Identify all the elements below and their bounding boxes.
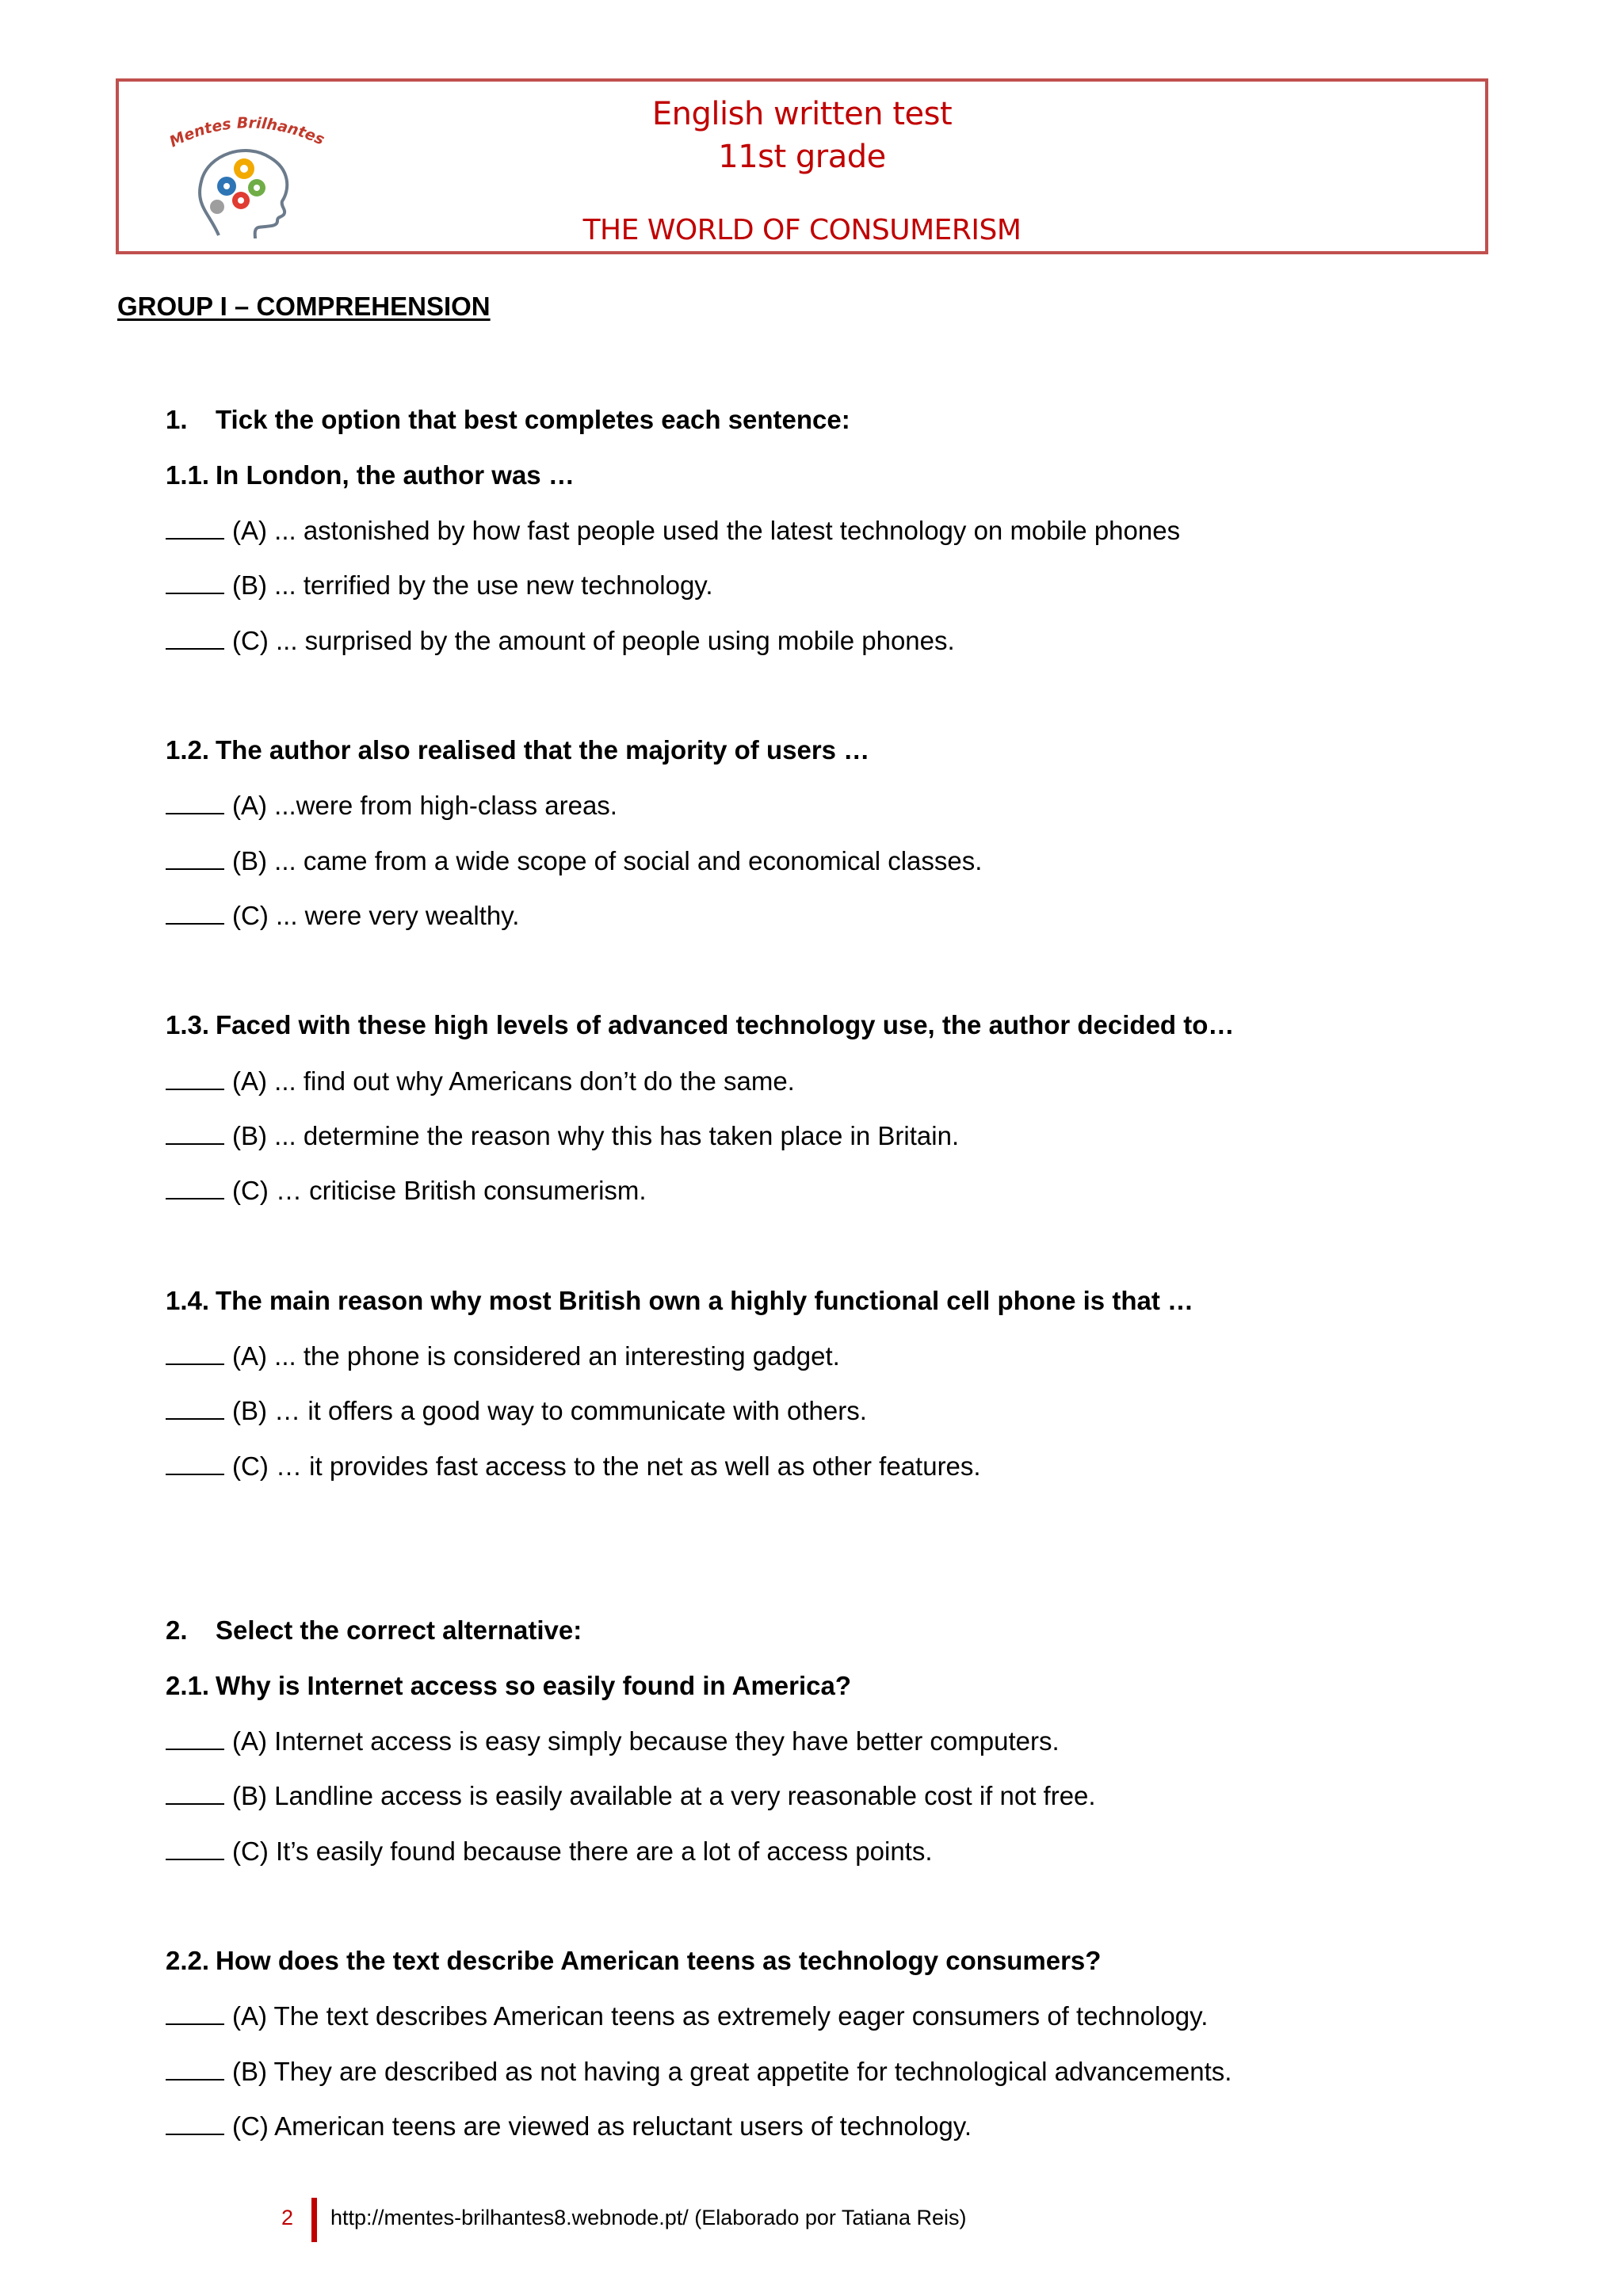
answer-blank[interactable] [166,514,224,540]
answer-blank[interactable] [166,1174,224,1199]
question-heading [166,1670,851,1702]
instruction-text: Select the correct alternative: [216,1615,582,1645]
answer-blank[interactable] [166,2055,224,2081]
option-text: (B) ... came from a wide scope of social and economical classes. [232,846,983,875]
option-text: (C) ... surprised by the amount of people using mobile phones. [232,626,955,655]
answer-blank[interactable] [166,789,224,814]
question-number: 1.4. [166,1286,210,1315]
option-text: (B) ... terrified by the use new technology. [232,570,713,600]
answer-option [166,514,1180,547]
answer-option [166,1065,795,1097]
answer-option [166,2055,1232,2088]
option-text: (C) It’s easily found because there are a lot of access points. [232,1836,933,1866]
answer-option [166,1119,959,1152]
header-box [116,78,1488,254]
test-subtitle: THE WORLD OF CONSUMERISM [582,214,1022,246]
question-heading [166,1009,1234,1041]
answer-blank[interactable] [166,1394,224,1420]
question-heading [166,460,575,491]
footer-url[interactable]: http://mentes-brilhantes8.webnode.pt/ (Elaborado por Tatiana Reis) [330,2206,967,2229]
answer-blank[interactable] [166,1725,224,1750]
option-text: (B) … it offers a good way to communicate with others. [232,1396,867,1425]
answer-blank[interactable] [166,2110,224,2135]
instruction-text: Tick the option that best completes each sentence: [216,405,850,434]
option-text: (C) … criticise British consumerism. [232,1176,647,1205]
answer-blank[interactable] [166,845,224,870]
question-number: 1.2. [166,735,210,765]
answer-option [166,1394,867,1427]
option-text: (A) ... the phone is considered an interesting gadget. [232,1341,840,1371]
question-number: 1.3. [166,1010,210,1039]
question-text: Faced with these high levels of advanced technology use, the author decided to… [216,1010,1235,1039]
question-heading [166,1285,1193,1317]
question-number: 2.1. [166,1671,210,1700]
question-text: In London, the author was … [216,460,575,490]
answer-option [166,1174,647,1207]
answer-option [166,845,982,877]
answer-option [166,1725,1060,1757]
answer-option [166,789,617,822]
header-titles [119,93,1485,178]
answer-option [166,2000,1208,2032]
option-text: (A) The text describes American teens as extremely eager consumers of technology. [232,2001,1209,2031]
option-text: (C) ... were very wealthy. [232,901,520,930]
question-number: 2.2. [166,1946,210,1975]
answer-option [166,1340,840,1372]
answer-blank[interactable] [166,899,224,925]
question-number: 1.1. [166,460,210,490]
option-text: (A) Internet access is easy simply because they have better computers. [232,1726,1060,1756]
answer-blank[interactable] [166,1065,224,1090]
section-number: 2. [166,1615,188,1645]
grade-title: 11st grade [718,139,886,175]
answer-blank[interactable] [166,1779,224,1805]
question-text: The author also realised that the majority of users … [216,735,870,765]
svg-text:Mentes Brilhantes: Mentes Brilhantes [166,114,327,150]
section-1-instruction [166,404,850,436]
answer-option [166,569,713,601]
answer-option [166,1450,981,1482]
answer-option [166,899,519,932]
question-heading [166,734,869,766]
group-heading: GROUP I – COMPREHENSION [117,292,491,321]
answer-blank[interactable] [166,1119,224,1145]
option-text: (B) They are described as not having a great appetite for technological advancements. [232,2057,1232,2086]
answer-blank[interactable] [166,1450,224,1475]
option-text: (B) ... determine the reason why this has taken place in Britain. [232,1121,960,1150]
option-text: (A) ... astonished by how fast people used the latest technology on mobile phones [232,516,1181,545]
answer-blank[interactable] [166,1340,224,1365]
option-text: (C) … it provides fast access to the net as well as other features. [232,1451,981,1481]
question-text: Why is Internet access so easily found in America? [216,1671,852,1700]
question-text: The main reason why most British own a highly functional cell phone is that … [216,1286,1193,1315]
answer-blank[interactable] [166,2000,224,2025]
answer-option [166,1779,1096,1812]
footer-divider [311,2198,317,2242]
question-text: How does the text describe American teens as technology consumers? [216,1946,1102,1975]
option-text: (A) ... find out why Americans don’t do the same. [232,1066,795,1096]
page-number: 2 [281,2206,294,2229]
answer-blank[interactable] [166,1835,224,1860]
answer-option [166,624,955,657]
answer-option [166,1835,933,1867]
option-text: (B) Landline access is easily available at a very reasonable cost if not free. [232,1781,1096,1810]
answer-option [166,2110,972,2142]
test-title: English written test [651,96,953,132]
answer-blank[interactable] [166,569,224,594]
section-2-instruction [166,1615,582,1646]
answer-blank[interactable] [166,624,224,650]
option-text: (A) ...were from high-class areas. [232,791,617,820]
section-number: 1. [166,405,188,434]
option-text: (C) American teens are viewed as reluctant users of technology. [232,2111,972,2141]
question-heading [166,1945,1101,1977]
